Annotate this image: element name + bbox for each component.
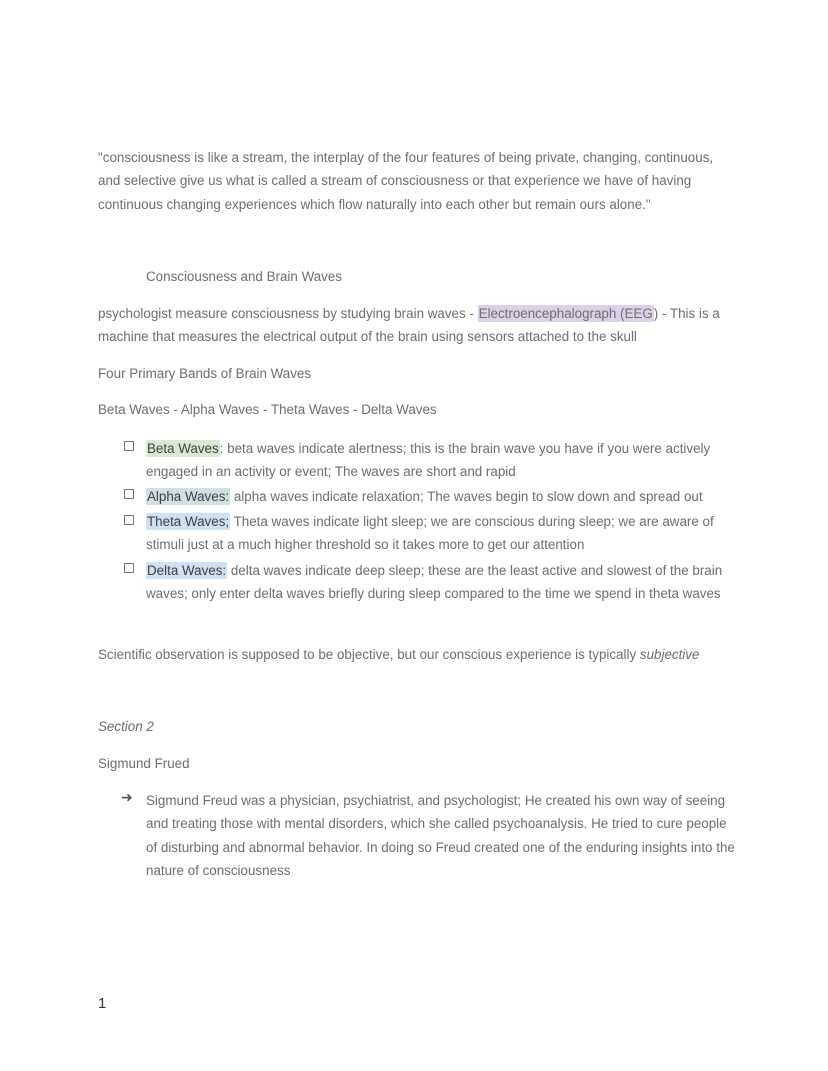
observation-text: Scientific observation is supposed to be objective, but our conscious experience is typically	[98, 647, 640, 662]
checkbox-icon[interactable]	[124, 441, 134, 451]
list-item-delta	[146, 559, 736, 606]
checkbox-icon[interactable]	[124, 515, 134, 525]
eeg-paragraph	[98, 302, 738, 349]
bands-heading: Four Primary Bands of Brain Waves	[98, 366, 312, 381]
wave-term: Delta Waves:	[147, 563, 227, 578]
list-item-theta	[146, 510, 736, 557]
eeg-highlight: Electroencephalograph (EEG	[478, 306, 653, 321]
wave-description: alpha waves indicate relaxation; The waves begin to slow down and spread out	[230, 489, 703, 504]
observation-italic: subjective	[639, 647, 700, 662]
observation-paragraph	[98, 643, 738, 666]
list-item-alpha	[146, 485, 736, 508]
freud-bullet: Sigmund Freud was a physician, psychiatrist, and psychologist; He created his own way of seeing and treating those with mental disorders, which she called psychoanalysis. He tried to cure people of disturbing and abnormal behavior. In doing so Freud created one of the enduring insights into the nature of consciousness	[146, 793, 735, 878]
subheading: Consciousness and Brain Waves	[146, 269, 342, 284]
wave-term: Theta Waves;	[147, 514, 230, 529]
list-item-beta	[146, 437, 736, 484]
bands-list: Beta Waves - Alpha Waves - Theta Waves - Delta Waves	[98, 402, 437, 417]
wave-description: delta waves indicate deep sleep; these are the least active and slowest of the brain waves; only enter delta waves briefly during sleep compared to the time we spend in theta waves	[146, 563, 723, 602]
section-label	[98, 715, 738, 738]
quote-paragraph: "consciousness is like a stream, the interplay of the four features of being private, changing, continuous, and selective give us what is called a stream of consciousness or that experience we have of having continuous changing experiences which flow naturally into each other but remain ours alone."	[98, 150, 714, 212]
page-number: 1	[98, 995, 107, 1012]
wave-term: Beta Waves	[147, 441, 219, 456]
checkbox-icon[interactable]	[124, 489, 134, 499]
wave-term: Alpha Waves:	[147, 489, 230, 504]
wave-description: Theta waves indicate light sleep; we are conscious during sleep; we are aware of stimuli just at a much higher threshold so it takes more to get our attention	[146, 514, 714, 553]
freud-heading: Sigmund Frued	[98, 756, 190, 771]
checkbox-icon[interactable]	[124, 563, 134, 573]
arrow-right-icon: ➜	[121, 789, 133, 805]
section-label-text: Section 2	[98, 719, 154, 734]
wave-description: : beta waves indicate alertness; this is the brain wave you have if you were actively engaged in an activity or event; The waves are short and rapid	[146, 441, 711, 480]
eeg-text-after: ) - This is a machine that measures the electrical output of the brain using sensors attached to the skull	[98, 306, 720, 345]
eeg-text-before: psychologist measure consciousness by studying brain waves -	[98, 306, 478, 321]
